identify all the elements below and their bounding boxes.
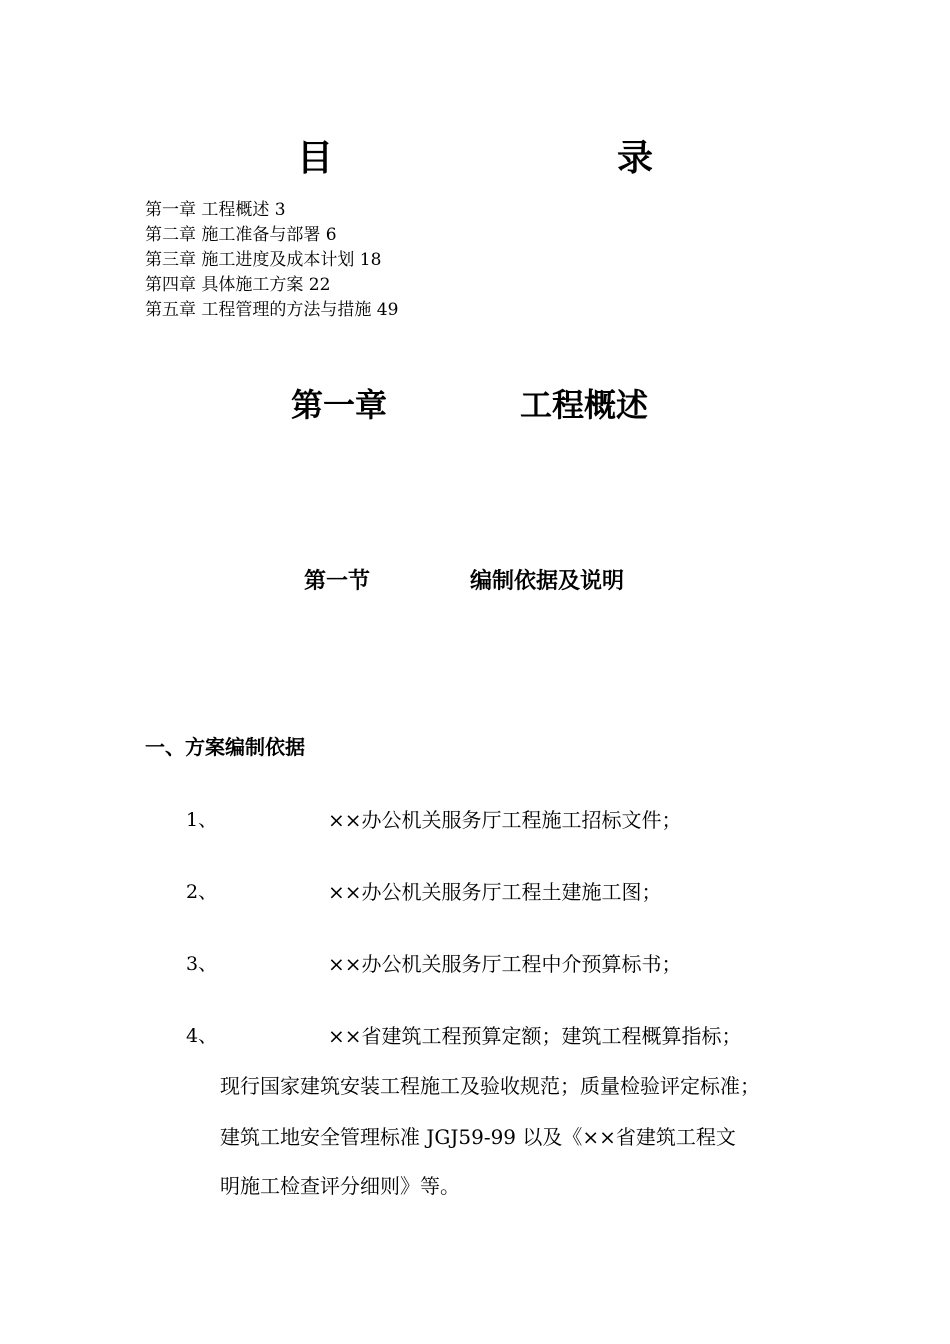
toc-entry: 第三章 施工进度及成本计划 18 bbox=[145, 250, 382, 270]
item-number: 3、 bbox=[186, 953, 218, 975]
paragraph-line: 建筑工地安全管理标准 JGJ59-99 以及《××省建筑工程文 bbox=[220, 1125, 736, 1149]
item-text: ××办公机关服务厅工程施工招标文件； bbox=[328, 808, 682, 832]
section-name: 编制依据及说明 bbox=[470, 569, 625, 594]
toc-entry: 第四章 具体施工方案 22 bbox=[145, 275, 331, 295]
paragraph-line: 现行国家建筑安装工程施工及验收规范；质量检验评定标准； bbox=[220, 1074, 760, 1098]
item-number: 4、 bbox=[186, 1025, 218, 1047]
paragraph-line: 明施工检查评分细则》等。 bbox=[220, 1174, 460, 1198]
item-number: 2、 bbox=[186, 881, 218, 903]
toc-entry: 第五章 工程管理的方法与措施 49 bbox=[145, 300, 399, 320]
item-number: 1、 bbox=[186, 809, 218, 831]
item-text: ××办公机关服务厅工程中介预算标书； bbox=[328, 952, 682, 976]
subsection-title: 一、方案编制依据 bbox=[145, 735, 305, 759]
toc-title-left: 目 bbox=[297, 138, 334, 179]
item-text: ××省建筑工程预算定额；建筑工程概算指标； bbox=[328, 1024, 742, 1048]
toc-title-right: 录 bbox=[617, 138, 654, 179]
toc-entry: 第二章 施工准备与部署 6 bbox=[145, 225, 337, 245]
chapter-number: 第一章 bbox=[291, 386, 388, 424]
chapter-name: 工程概述 bbox=[520, 386, 649, 424]
section-number: 第一节 bbox=[304, 569, 371, 594]
toc-entry: 第一章 工程概述 3 bbox=[145, 200, 286, 220]
item-text: ××办公机关服务厅工程土建施工图； bbox=[328, 880, 662, 904]
